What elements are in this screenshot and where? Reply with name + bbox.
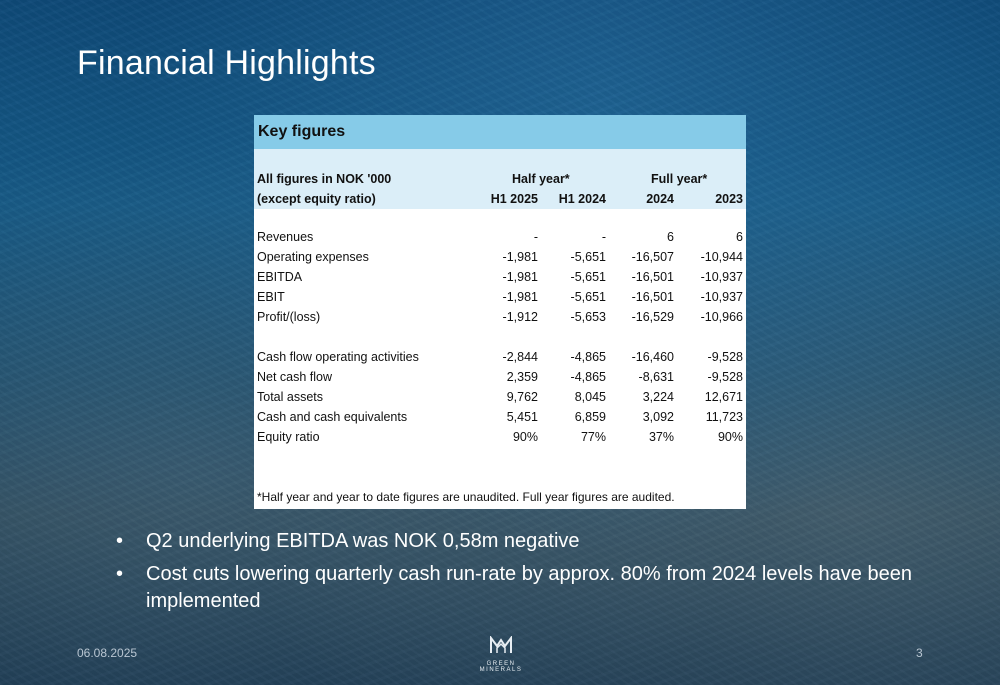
- row-label: EBITDA: [257, 270, 303, 284]
- table-row: [254, 247, 746, 267]
- key-figures-table: [254, 115, 746, 509]
- row-value: 3,224: [642, 390, 674, 404]
- row-value: -16,501: [631, 270, 674, 284]
- row-value: -16,501: [631, 290, 674, 304]
- row-value: 6,859: [574, 410, 606, 424]
- row-value: -10,966: [700, 310, 743, 324]
- group-half-year: Half year*: [512, 172, 570, 186]
- row-value: 90%: [717, 430, 743, 444]
- row-value: 6: [667, 230, 674, 244]
- row-label: EBIT: [257, 290, 285, 304]
- table-row: [254, 267, 746, 287]
- row-value: 5,451: [506, 410, 538, 424]
- row-value: 6: [736, 230, 743, 244]
- row-value: -: [533, 230, 538, 244]
- row-value: -16,507: [631, 250, 674, 264]
- row-label: Equity ratio: [257, 430, 320, 444]
- row-value: -16,460: [631, 350, 674, 364]
- row-value: -: [601, 230, 606, 244]
- column-header: H1 2025: [490, 192, 538, 206]
- slide-title: Financial Highlights: [77, 44, 376, 82]
- table-row: [254, 407, 746, 427]
- row-value: 37%: [648, 430, 674, 444]
- table-footnote: *Half year and year to date figures are unaudited. Full year figures are audited.: [257, 490, 675, 504]
- bullet-item: [116, 561, 936, 615]
- row-value: -9,528: [707, 350, 743, 364]
- logo-mark-icon: [489, 636, 513, 654]
- table-row: [254, 347, 746, 367]
- row-value: -5,651: [570, 250, 606, 264]
- row-value: 9,762: [506, 390, 538, 404]
- row-value: 12,671: [704, 390, 743, 404]
- table-row: [254, 367, 746, 387]
- row-value: -10,937: [700, 290, 743, 304]
- page-number: 3: [916, 646, 923, 660]
- row-value: -1,981: [502, 290, 538, 304]
- group-full-year: Full year*: [651, 172, 708, 186]
- row-label: Cash flow operating activities: [257, 350, 419, 364]
- row-value: -2,844: [502, 350, 538, 364]
- row-value: -1,981: [502, 250, 538, 264]
- row-value: -10,944: [700, 250, 743, 264]
- row-label: Profit/(loss): [257, 310, 321, 324]
- column-header: 2024: [646, 192, 674, 206]
- table-row: [254, 227, 746, 247]
- row-value: 8,045: [574, 390, 606, 404]
- row-value: -4,865: [570, 370, 606, 384]
- table-header: Key figures: [254, 115, 746, 149]
- row-value: -1,981: [502, 270, 538, 284]
- bullet-text: Q2 underlying EBITDA was NOK 0,58m negative: [146, 530, 580, 552]
- row-value: 2,359: [506, 370, 538, 384]
- table-row: [254, 427, 746, 447]
- row-label: Net cash flow: [257, 370, 333, 384]
- table-subheader: [254, 149, 746, 209]
- row-value: -10,937: [700, 270, 743, 284]
- company-logo: [466, 636, 536, 673]
- bullet-dot-icon: •: [116, 530, 124, 552]
- table-row: [254, 307, 746, 327]
- row-label: Total assets: [257, 390, 324, 404]
- table-row: [254, 387, 746, 407]
- table-row: [254, 287, 746, 307]
- logo-text: GREEN MINERALS: [479, 661, 523, 673]
- row-value: 90%: [512, 430, 538, 444]
- row-value: 77%: [580, 430, 606, 444]
- bullet-text: Cost cuts lowering quarterly cash run-rate by approx. 80% from 2024 levels have been implemented: [146, 563, 912, 612]
- subheader-units-label: All figures in NOK '000: [257, 172, 392, 186]
- row-value: -9,528: [707, 370, 743, 384]
- row-label: Revenues: [257, 230, 314, 244]
- row-value: -8,631: [638, 370, 674, 384]
- row-label: Cash and cash equivalents: [257, 410, 408, 424]
- bullet-dot-icon: •: [116, 563, 124, 585]
- row-value: -4,865: [570, 350, 606, 364]
- slide-date: 06.08.2025: [77, 646, 138, 660]
- column-header: 2023: [715, 192, 743, 206]
- row-value: 11,723: [705, 410, 743, 424]
- column-header: H1 2024: [558, 192, 606, 206]
- row-value: -16,529: [631, 310, 674, 324]
- row-label: Operating expenses: [257, 250, 369, 264]
- row-value: -5,651: [570, 290, 606, 304]
- row-value: -1,912: [502, 310, 538, 324]
- row-value: -5,653: [570, 310, 606, 324]
- row-value: -5,651: [570, 270, 606, 284]
- row-value: 3,092: [642, 410, 674, 424]
- subheader-units-note: (except equity ratio): [257, 192, 376, 206]
- bullet-item: [116, 528, 936, 555]
- bullet-list: [116, 528, 936, 621]
